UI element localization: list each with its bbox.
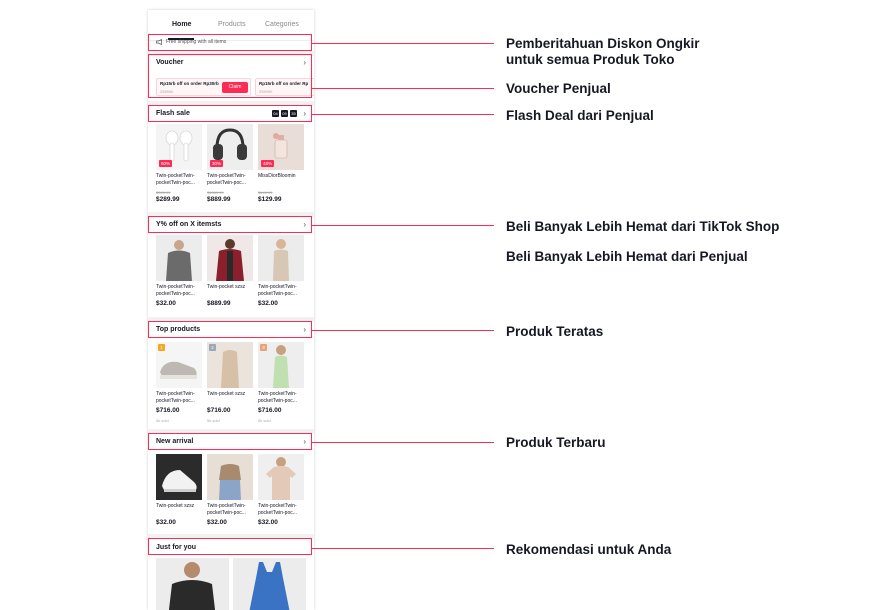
rank-badge: 3 [260, 344, 267, 351]
just-for-you-title: Just for you [156, 544, 197, 551]
product-image-sneakers [156, 342, 202, 388]
highlight-just-for-you [148, 538, 312, 555]
product-price: $889.99 [207, 196, 231, 203]
sold-count: 5k sold [156, 418, 169, 423]
product-image-knit-top [207, 454, 253, 500]
product-name: Twin-pocketTwin-pocketTwin-poc... [156, 173, 195, 186]
connector-line [312, 43, 494, 44]
product-price: $32.00 [258, 300, 278, 307]
shipping-notice-text: Free shipping with all items [166, 39, 227, 45]
connector-line [312, 114, 494, 115]
product-image-earbuds [156, 124, 202, 170]
product-price: $716.00 [258, 407, 282, 414]
tab-home[interactable]: Home [172, 21, 192, 28]
product-image-beige-dress [207, 342, 253, 388]
voucher-code: 255990 [259, 89, 273, 94]
label-just-for-you: Rekomendasi untuk Anda [506, 542, 672, 557]
claim-button[interactable]: Claim [222, 82, 248, 93]
product-price: $716.00 [207, 407, 231, 414]
product-image-red-jacket [207, 235, 253, 281]
discount-badge: 60% [161, 161, 171, 166]
product-image-beige-outfit [258, 235, 304, 281]
tab-products[interactable]: Products [218, 21, 246, 28]
product-name: Twin-pocketTwin-pocketTwin-poc... [258, 391, 297, 404]
product-image-headphones [207, 124, 253, 170]
connector-line [312, 88, 494, 89]
product-price: $289.99 [156, 196, 180, 203]
label-bundle-seller: Beli Banyak Lebih Hemat dari Penjual [506, 249, 748, 264]
countdown-hours: 04 [273, 111, 278, 116]
product-image-perfume [258, 124, 304, 170]
highlight-bundle [148, 216, 312, 233]
product-name: Twin-pocketTwin-pocketTwin-poc... [258, 284, 297, 297]
product-price: $32.00 [258, 519, 278, 526]
product-name: Twin-pocket szsz [207, 284, 246, 290]
product-image-black-sweater[interactable] [156, 558, 229, 610]
product-image-white-sneaker [156, 454, 202, 500]
flash-sale-title: Flash sale [156, 110, 190, 117]
chevron-right-icon[interactable]: › [303, 58, 306, 67]
highlight-voucher [148, 54, 312, 98]
product-price: $716.00 [156, 407, 180, 414]
product-name: Twin-pocketTwin-pocketTwin-poc... [207, 173, 246, 186]
countdown-seconds: 35 [291, 111, 296, 116]
connector-line [312, 442, 494, 443]
product-name: Twin-pocketTwin-pocketTwin-poc... [156, 284, 195, 297]
product-price: $32.00 [156, 519, 176, 526]
product-name: Twin-pocketTwin-pocketTwin-poc... [258, 503, 297, 516]
product-price: $889.99 [207, 300, 231, 307]
countdown-minutes: 09 [282, 111, 287, 116]
voucher-amount: Rp15rb off on order Rp30rb [160, 81, 219, 86]
voucher-code: 255990 [160, 89, 174, 94]
product-price: $32.00 [207, 519, 227, 526]
product-name: Twin-pocket szsz [207, 391, 246, 397]
product-image-green-dress [258, 342, 304, 388]
sold-count: 5k sold [207, 418, 220, 423]
top-products-section [148, 322, 314, 432]
original-price: $1069.99 [207, 190, 224, 195]
product-price: $129.99 [258, 196, 282, 203]
chevron-right-icon[interactable]: › [303, 109, 306, 118]
product-image-blue-top[interactable] [233, 558, 306, 610]
rank-badge: 1 [158, 344, 165, 351]
connector-line [312, 225, 494, 226]
voucher-title: Voucher [156, 59, 184, 66]
sold-count: 5k sold [258, 418, 271, 423]
label-flash-sale: Flash Deal dari Penjual [506, 108, 654, 123]
product-image-beige-tee [258, 454, 304, 500]
flash-sale-section [148, 106, 314, 216]
product-name: Twin-pocketTwin-pocketTwin-poc... [156, 391, 195, 404]
highlight-new-arrival [148, 433, 312, 450]
label-voucher: Voucher Penjual [506, 81, 611, 96]
original-price: $149.99 [258, 190, 273, 195]
voucher-amount: Rp15rb off on order Rp [259, 81, 309, 86]
highlight-shipping-notice [148, 34, 312, 51]
discount-badge: 30% [212, 161, 222, 166]
chevron-right-icon[interactable]: › [303, 437, 306, 446]
highlight-top-products [148, 321, 312, 338]
original-price: $309.99 [156, 190, 171, 195]
top-products-title: Top products [156, 326, 201, 333]
label-new-arrival: Produk Terbaru [506, 435, 606, 450]
product-image-sweater [156, 235, 202, 281]
label-shipping-line1: Pemberitahuan Diskon Ongkir [506, 36, 700, 51]
label-shipping-line2: untuk semua Produk Toko [506, 52, 675, 67]
product-price: $32.00 [156, 300, 176, 307]
product-name: Twin-pocket szsz [156, 503, 195, 509]
chevron-right-icon[interactable]: › [303, 325, 306, 334]
chevron-right-icon[interactable]: › [303, 220, 306, 229]
discount-badge: 48% [263, 161, 273, 166]
product-name: MissDiorBloomin [258, 173, 296, 179]
highlight-flash-sale [148, 105, 312, 122]
label-bundle-tiktok: Beli Banyak Lebih Hemat dari TikTok Shop [506, 219, 780, 234]
new-arrival-title: New arrival [156, 438, 194, 445]
label-top-products: Produk Teratas [506, 324, 604, 339]
store-page-mockup [148, 10, 314, 610]
connector-line [312, 330, 494, 331]
product-name: Twin-pocketTwin-pocketTwin-poc... [207, 503, 246, 516]
connector-line [312, 548, 494, 549]
rank-badge: 2 [209, 344, 216, 351]
bundle-title: Y% off on X itemsts [156, 221, 222, 228]
tab-categories[interactable]: Categories [265, 21, 299, 28]
